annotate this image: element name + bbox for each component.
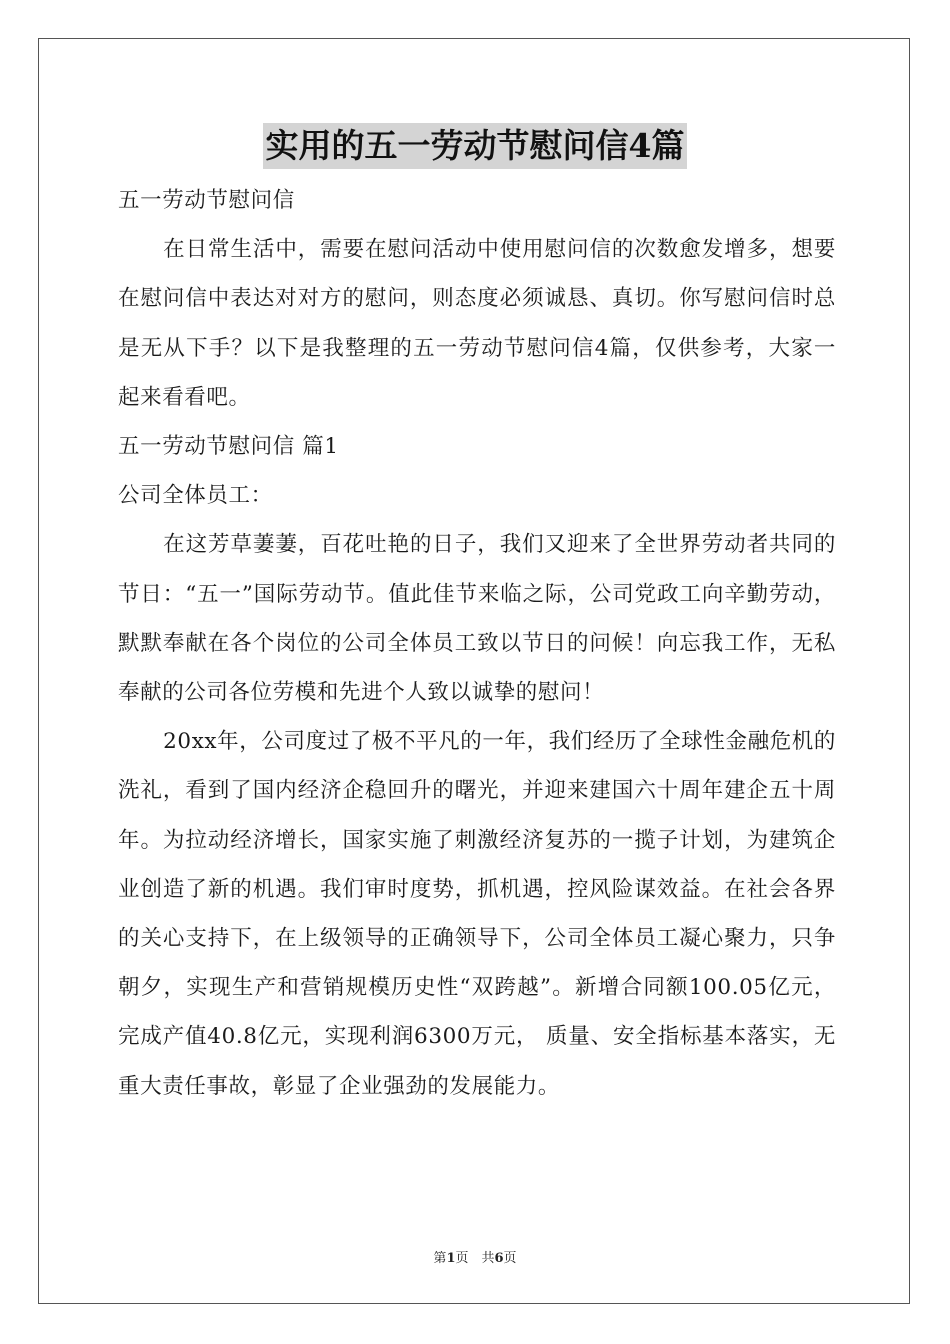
- footer-total-pages: 6: [494, 1251, 504, 1266]
- footer-page-mid: 页 共: [455, 1251, 495, 1266]
- footer-page-suffix: 页: [503, 1251, 517, 1266]
- intro-paragraph: 在日常生活中，需要在慰问活动中使用慰问信的次数愈发增多，想要在慰问信中表达对对方的慰问，则态度必须诚恳、真切。你写慰问信时总是无从下手？以下是我整理的五一劳动节慰问信4篇，仅供参考，大家一起来看看吧。: [118, 237, 836, 410]
- document-body: [118, 176, 836, 1111]
- document-title: 实用的五一劳动节慰问信4篇: [263, 123, 688, 169]
- title-container: [0, 123, 950, 169]
- page-footer: [0, 1247, 950, 1266]
- letter-salutation: 公司全体员工：: [118, 483, 273, 509]
- body-paragraph: 20xx年，公司度过了极不平凡的一年，我们经历了全球性金融危机的洗礼，看到了国内经济企稳回升的曙光，并迎来建国六十周年建企五十周年。为拉动经济增长，国家实施了刺激经济复苏的一揽子计划，为建筑企业创造了新的机遇。我们审时度势，抓机遇，控风险谋效益。在社会各界的关心支持下，在上级领导的正确领导下，公司全体员工凝心聚力，只争朝夕，实现生产和营销规模历史性“双跨越”。新增合同额100.05亿元，完成产值40.8亿元，实现利润6300万元， 质量、安全指标基本落实，无重大责任事故，彰显了企业强劲的发展能力。: [118, 729, 836, 1099]
- letter-heading: 五一劳动节慰问信 篇1: [118, 434, 339, 460]
- body-paragraph: 在这芳草萋萋，百花吐艳的日子，我们又迎来了全世界劳动者共同的节日：“五一”国际劳动节。值此佳节来临之际，公司党政工向辛勤劳动，默默奉献在各个岗位的公司全体员工致以节日的问候！向忘我工作，无私奉献的公司各位劳模和先进个人致以诚挚的慰问！: [118, 532, 836, 706]
- footer-current-page: 1: [446, 1251, 456, 1266]
- section-heading: 五一劳动节慰问信: [118, 188, 295, 213]
- footer-page-prefix: 第: [433, 1251, 447, 1266]
